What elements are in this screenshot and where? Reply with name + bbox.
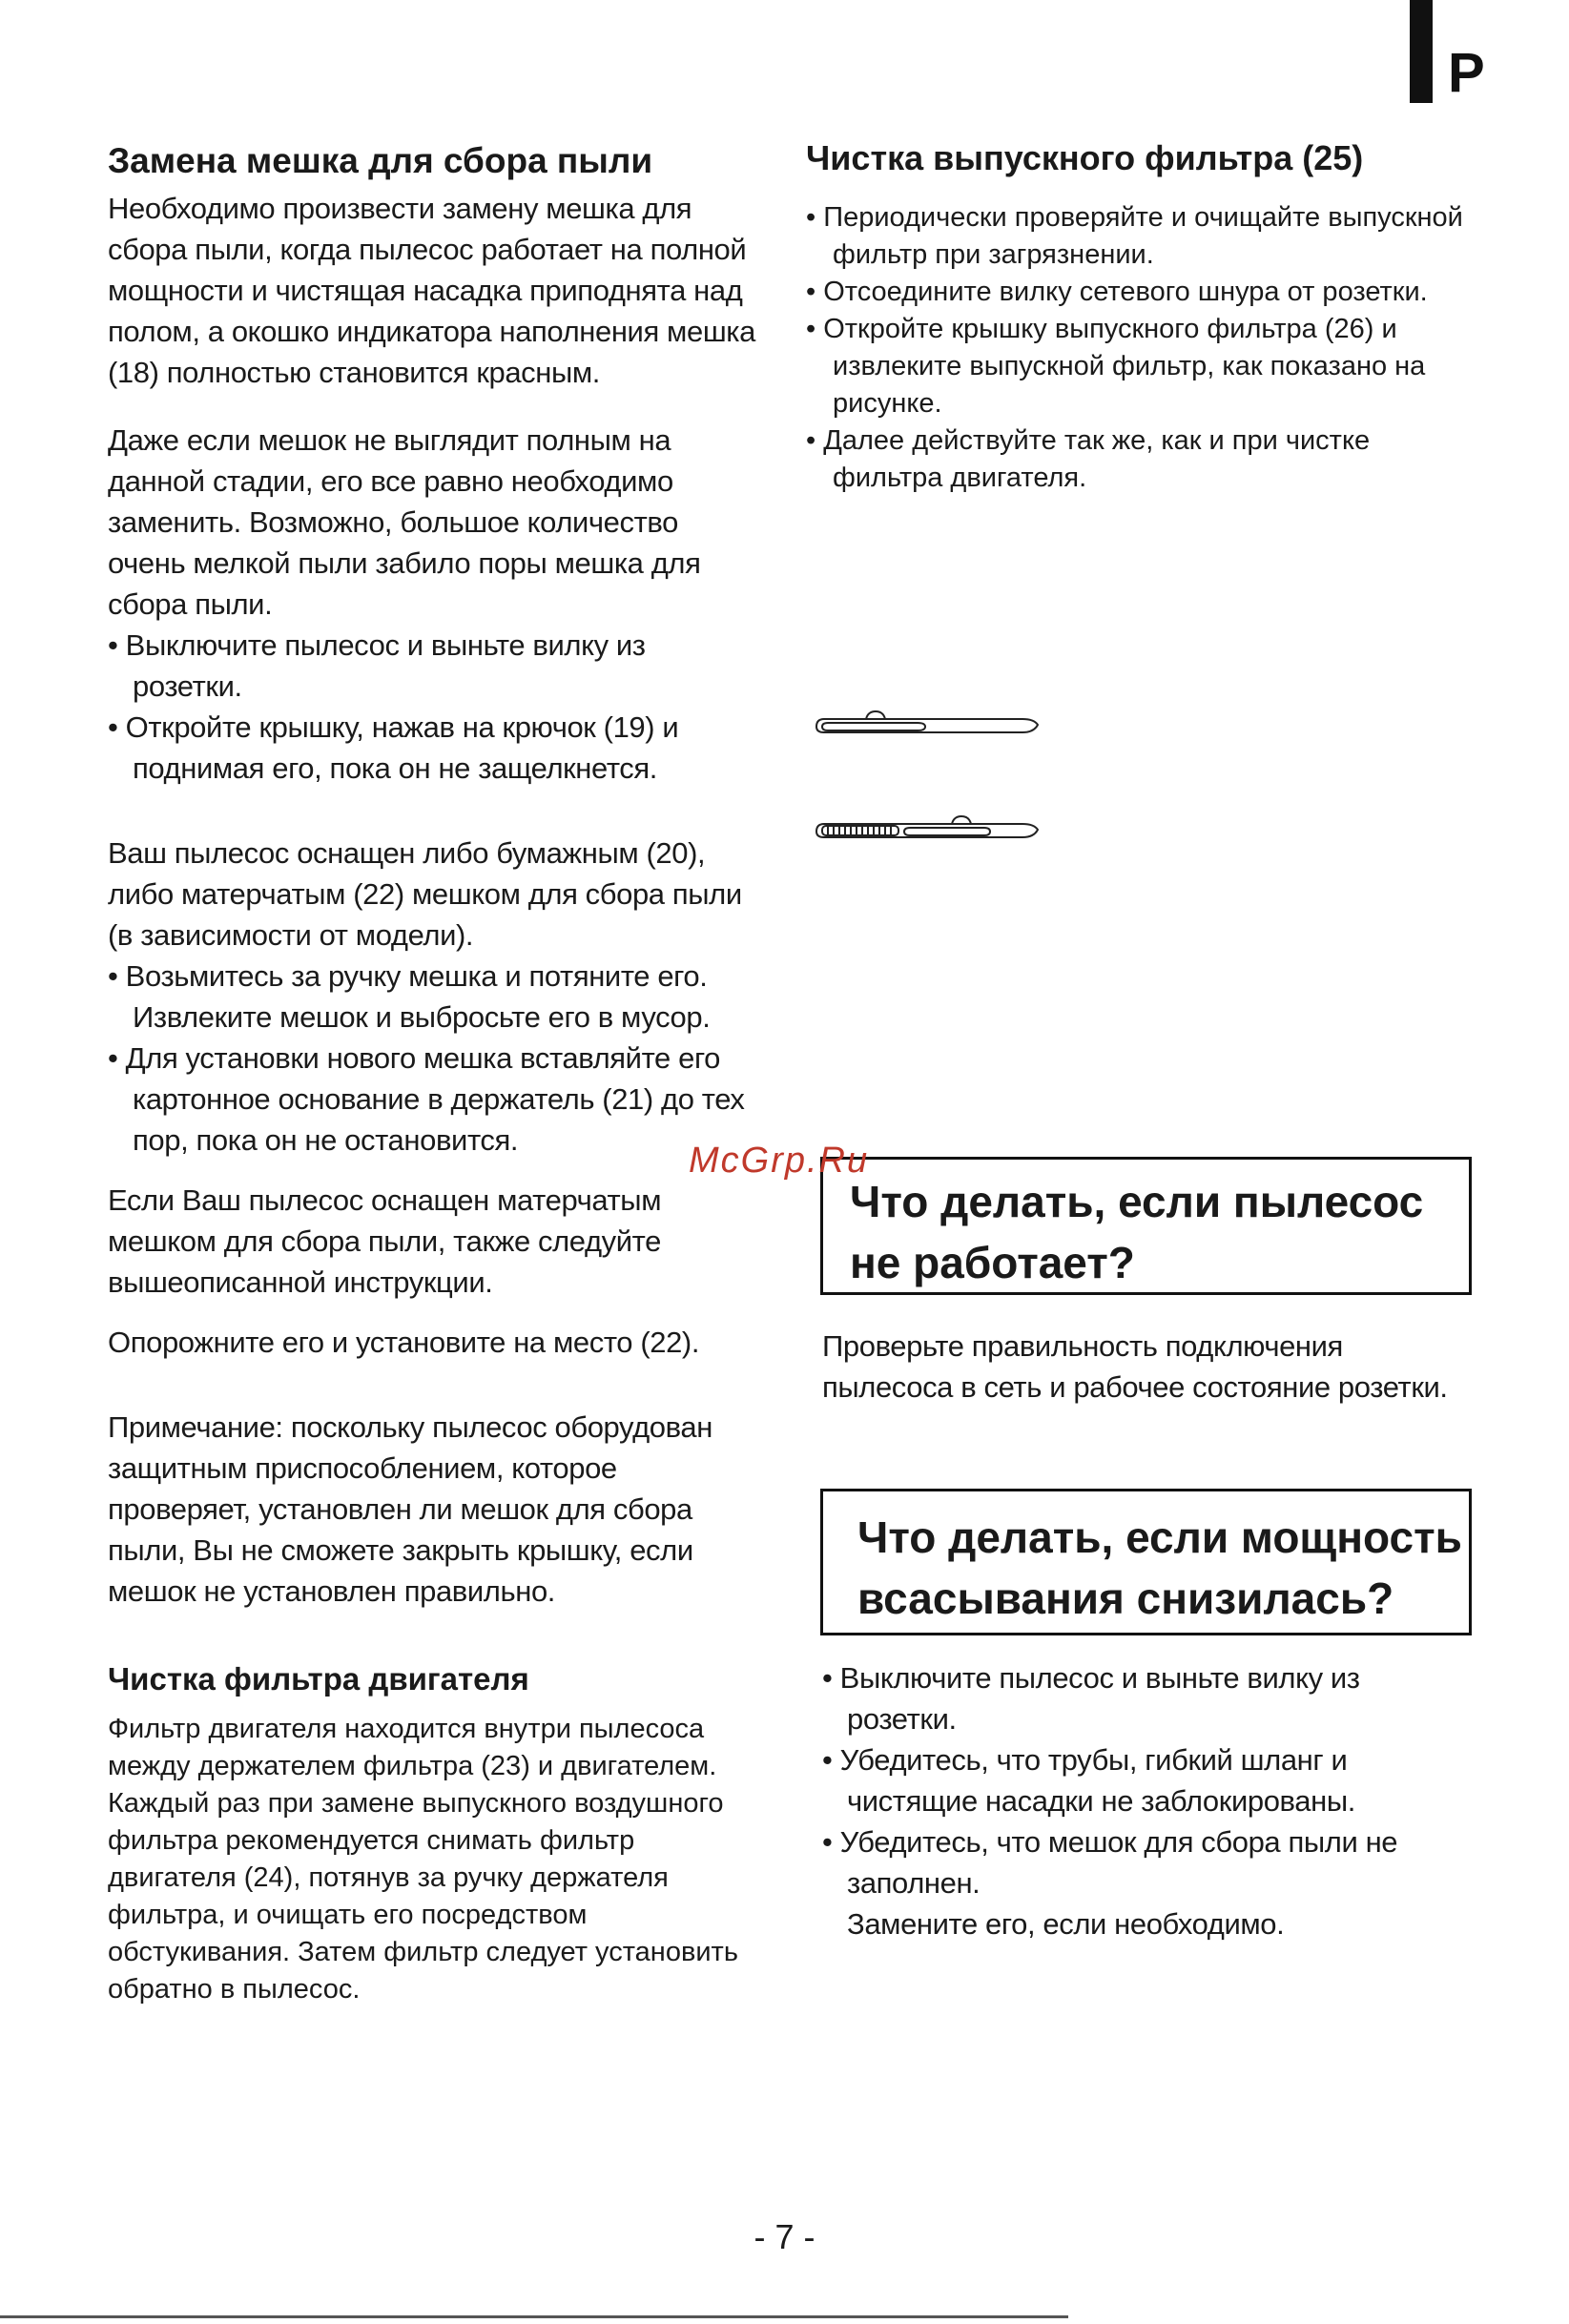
empty-bag-text: Опорожните его и установите на место (22). — [108, 1325, 700, 1359]
list-item: • Далее действуйте так же, как и при чистке фильтра двигателя. — [806, 422, 1474, 497]
page-number: - 7 - — [754, 2217, 815, 2256]
bag-para-2: Даже если мешок не выглядит полным на данной стадии, его все равно необходимо заменить. Возможно, большое количество очень мелкой пыли забило поры мешка для сбора пыли. — [108, 422, 701, 621]
bottom-rule — [0, 2315, 1068, 2318]
list-item: • Периодически проверяйте и очищайте выпускной фильтр при загрязнении. — [806, 199, 1474, 274]
watermark: McGrp.Ru — [689, 1141, 870, 1181]
motor-filter-title: Чистка фильтра двигателя — [108, 1660, 529, 1697]
exhaust-filter-title: Чистка выпускного фильтра (25) — [806, 138, 1364, 177]
language-letter: P — [1448, 42, 1485, 104]
right-column — [806, 138, 1474, 497]
not-working-text: Проверьте правильность подключения пылесоса в сеть и рабочее состояние розетки. — [822, 1329, 1448, 1404]
list-item: • Возьмитесь за ручку мешка и потяните его. Извлеките мешок и выбросьте его в мусор. — [108, 956, 756, 1038]
left-column — [108, 141, 756, 2008]
note-text: Примечание: поскольку пылесос оборудован защитным приспособлением, которое проверяет, установлен ли мешок для сбора пыли, Вы не сможете закрыть крышку, если мешок не установлен правильно. — [108, 1409, 712, 1608]
filter-cover-icon — [816, 711, 1038, 732]
bag-intro-text: Необходимо произвести замену мешка для сбора пыли, когда пылесос работает на полной мощности и чистящая насадка приподнята над полом, а окошко индикатора наполнения мешка (18) полностью становится красным. — [108, 191, 755, 389]
language-tab-bar — [1410, 0, 1433, 103]
bag-type-text: Ваш пылесос оснащен либо бумажным (20), либо матерчатым (22) мешком для сбора пыли (в зависимости от модели). — [108, 835, 742, 952]
filter-grille-icon — [816, 816, 1038, 837]
list-item: • Откройте крышку выпускного фильтра (26) и извлеките выпускной фильтр, как показано на рисунке. — [806, 311, 1474, 422]
low-suction-title: Что делать, если мощность всасывания снизилась? — [857, 1512, 1462, 1623]
list-item: • Для установки нового мешка вставляйте его картонное основание в держатель (21) до тех пор, пока он не остановится. — [108, 1038, 756, 1161]
list-item: • Выключите пылесос и выньте вилку из розетки. — [822, 1657, 1471, 1739]
list-item: • Выключите пылесос и выньте вилку из розетки. — [108, 625, 756, 707]
list-item: • Убедитесь, что мешок для сбора пыли не заполнен. — [822, 1821, 1471, 1903]
bag-replacement-title: Замена мешка для сбора пыли — [108, 141, 653, 180]
exhaust-filter-illustration — [813, 704, 1042, 853]
motor-filter-text: Фильтр двигателя находится внутри пылесоса между держателем фильтра (23) и двигателем. Каждый раз при замене выпускного воздушного фильтра рекомендуется снимать фильтр двигателя (24), потянув за ручку держателя фильтра, и очищать его посредством обстукивания. Затем фильтр следует установить обратно в пылесос. — [108, 1713, 738, 2005]
bag-steps-list — [108, 625, 756, 789]
not-working-box — [820, 1157, 1472, 1295]
exhaust-filter-list — [806, 199, 1474, 497]
list-item: Замените его, если необходимо. — [847, 1907, 1285, 1941]
bag-remove-list — [108, 956, 756, 1038]
bag-install-list — [108, 1038, 756, 1161]
low-suction-list — [822, 1657, 1471, 1944]
low-suction-box — [820, 1489, 1472, 1635]
list-item: • Отсоедините вилку сетевого шнура от розетки. — [806, 274, 1474, 311]
not-working-title: Что делать, если пылесос не работает? — [850, 1177, 1424, 1287]
cloth-bag-text: Если Ваш пылесос оснащен матерчатым мешком для сбора пыли, также следуйте вышеописанной инструкции. — [108, 1183, 662, 1299]
list-item: • Убедитесь, что трубы, гибкий шланг и чистящие насадки не заблокированы. — [822, 1739, 1471, 1821]
list-item: • Откройте крышку, нажав на крючок (19) и поднимая его, пока он не защелкнется. — [108, 707, 756, 789]
